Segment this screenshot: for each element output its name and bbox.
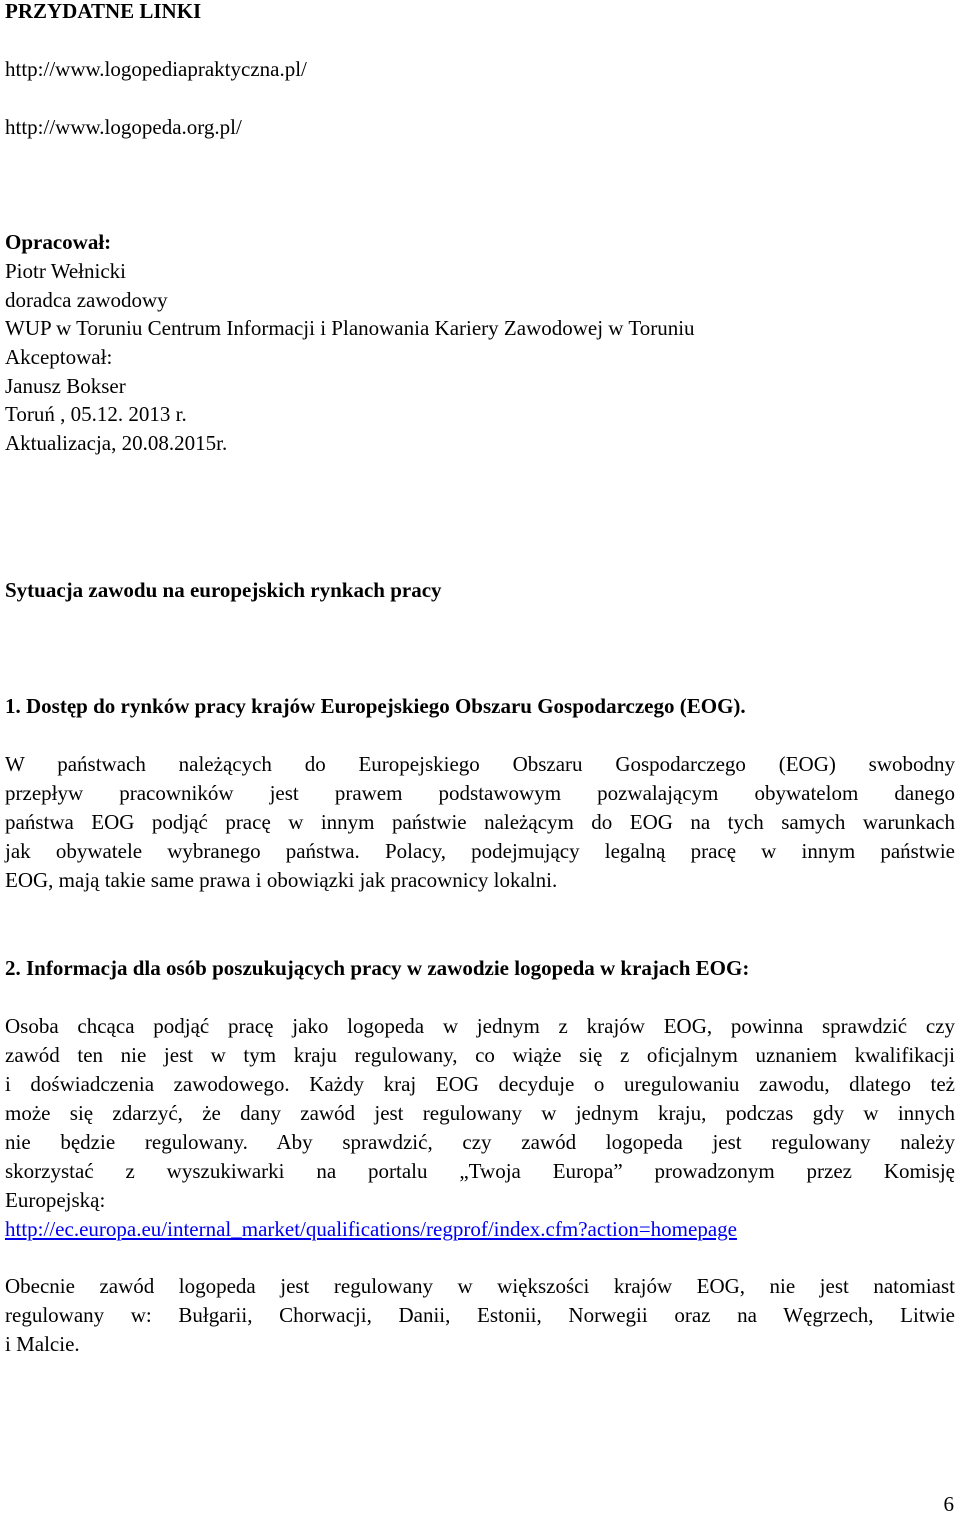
section-title: Sytuacja zawodu na europejskich rynkach pracy xyxy=(5,578,442,602)
update-date: Aktualizacja, 20.08.2015r. xyxy=(5,431,228,455)
paragraph-line: nie będzie regulowany. Aby sprawdzić, czy zawód logopeda jest regulowany należy xyxy=(5,1130,955,1154)
paragraph-line: Europejską: xyxy=(5,1188,106,1212)
author-name: Piotr Wełnicki xyxy=(5,259,126,283)
paragraph-line: i doświadczenia zawodowego. Każdy kraj EOG decyduje o uregulowaniu zawodu, dlatego też xyxy=(5,1072,955,1096)
accepted-by-label: Akceptował: xyxy=(5,345,113,369)
regprof-url-link[interactable]: http://ec.europa.eu/internal_market/qualifications/regprof/index.cfm?action=homepage xyxy=(5,1217,737,1241)
paragraph-line: przepływ pracowników jest prawem podstawowym pozwalającym obywatelom danego xyxy=(5,781,955,805)
author-role: doradca zawodowy xyxy=(5,288,168,312)
acceptor-name: Janusz Bokser xyxy=(5,374,126,398)
paragraph-line: W państwach należących do Europejskiego Obszaru Gospodarczego (EOG) swobodny xyxy=(5,752,955,776)
paragraph-line: państwa EOG podjąć pracę w innym państwie należącym do EOG na tych samych warunkach xyxy=(5,810,955,834)
section2-paragraph xyxy=(5,1012,955,1244)
page-number: 6 xyxy=(943,1492,954,1516)
paragraph-line: regulowany w: Bułgarii, Chorwacji, Danii, Estonii, Norwegii oraz na Węgrzech, Litwie xyxy=(5,1303,955,1327)
section2-closing-paragraph xyxy=(5,1272,955,1359)
link-logopeda-org[interactable]: http://www.logopeda.org.pl/ xyxy=(5,115,242,139)
section2-heading: 2. Informacja dla osób poszukujących pracy w zawodzie logopeda w krajach EOG: xyxy=(5,956,750,980)
paragraph-line: skorzystać z wyszukiwarki na portalu „Twoja Europa” prowadzonym przez Komisję xyxy=(5,1159,955,1183)
paragraph-line: jak obywatele wybranego państwa. Polacy, podejmujący legalną pracę w innym państwie xyxy=(5,839,955,863)
prepared-by-label: Opracował: xyxy=(5,230,112,254)
paragraph-line: Osoba chcąca podjąć pracę jako logopeda w jednym z krajów EOG, powinna sprawdzić czy xyxy=(5,1014,955,1038)
section1-paragraph xyxy=(5,750,955,895)
institution-name: WUP w Toruniu Centrum Informacji i Planowania Kariery Zawodowej w Toruniu xyxy=(5,316,695,340)
useful-links-heading: PRZYDATNE LINKI xyxy=(5,0,202,23)
paragraph-line: zawód ten nie jest w tym kraju regulowany, co wiąże się z oficjalnym uznaniem kwalifikacji xyxy=(5,1043,955,1067)
place-date: Toruń , 05.12. 2013 r. xyxy=(5,402,187,426)
paragraph-line: Obecnie zawód logopeda jest regulowany w większości krajów EOG, nie jest natomiast xyxy=(5,1274,955,1298)
paragraph-line: EOG, mają takie same prawa i obowiązki jak pracownicy lokalni. xyxy=(5,868,558,892)
section1-heading: 1. Dostęp do rynków pracy krajów Europejskiego Obszaru Gospodarczego (EOG). xyxy=(5,694,746,718)
paragraph-line: może się zdarzyć, że dany zawód jest regulowany w jednym kraju, podczas gdy w innych xyxy=(5,1101,955,1125)
link-logopediapraktyczna[interactable]: http://www.logopediapraktyczna.pl/ xyxy=(5,57,307,81)
paragraph-line: i Malcie. xyxy=(5,1332,80,1356)
